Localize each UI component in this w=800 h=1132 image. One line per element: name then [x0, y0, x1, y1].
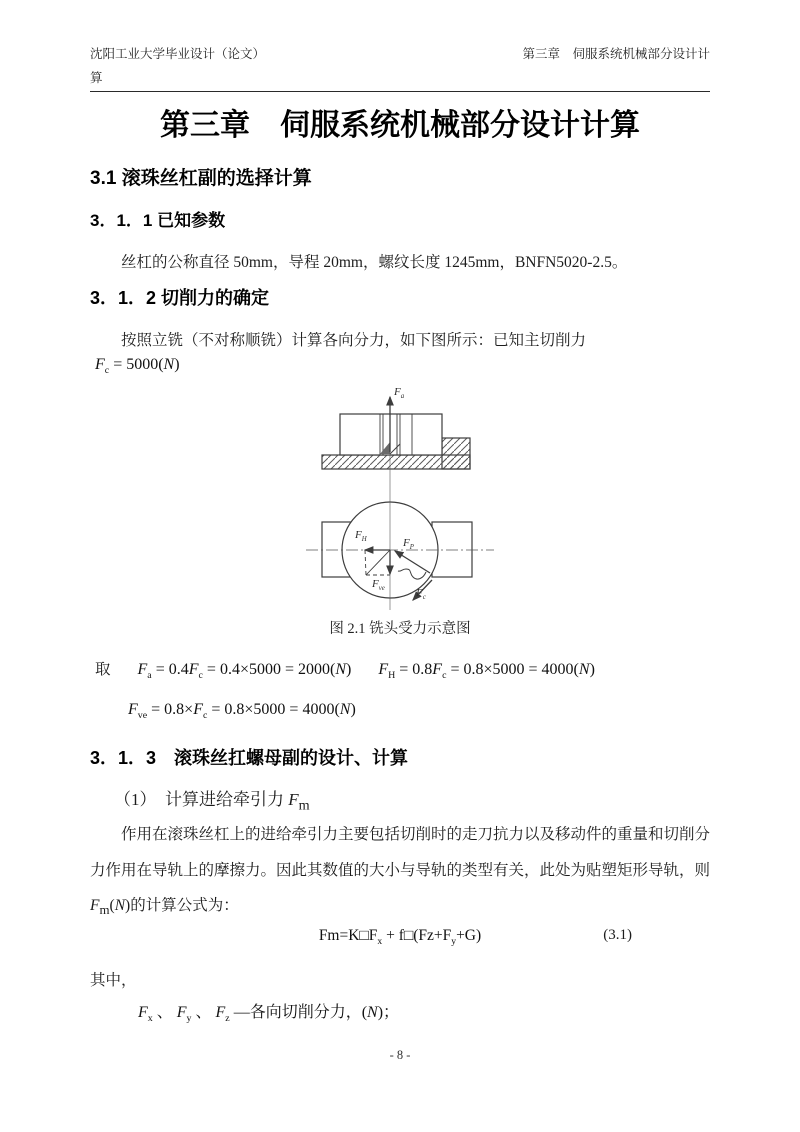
fc-label: $F_c$ [416, 587, 426, 602]
page-number: - 8 - [389, 1048, 411, 1062]
where-label: 其中， [90, 972, 137, 989]
formula-fh: $F_H = 0.8F_c = 0.8\times 5000 = 4000(N)$ [378, 661, 595, 682]
section-3-1-1-paragraph: 丝杠的公称直径 50mm，导程 20mm，螺纹长度 1245mm，BNFN5020-2.5。 [121, 254, 628, 271]
sub-heading-1: （1） 计算进给牵引力 $F_m$ [114, 790, 310, 814]
fp-label: $F_P$ [403, 537, 414, 552]
formula-fa: $F_a = 0.4F_c = 0.4\times 5000 = 2000(N)$ [137, 661, 352, 682]
where-line: $F_x$ 、 $F_y$ 、 $F_z$ —各向切削分力，(N)； [138, 1004, 400, 1025]
header-rule [90, 91, 710, 92]
fh-label: $F_H$ [355, 529, 367, 544]
section-3-1-2-paragraph: 按照立铣（不对称顺铣）计算各向分力，如下图所示：已知主切削力 [121, 332, 587, 349]
milling-force-drawing [300, 388, 500, 618]
fve-label: $F_{ve}$ [372, 578, 385, 593]
calc-lead: 取 [95, 661, 111, 678]
milling-force-figure [300, 388, 500, 618]
chapter-title: 第三章 伺服系统机械部分设计计算 [160, 109, 640, 142]
page-header [90, 44, 710, 62]
figure-caption: 图 2.1 铣头受力示意图 [329, 621, 471, 637]
section-3-1-2-heading: 3．1．2 切削力的确定 [90, 288, 270, 308]
section-3-1-3-heading: 3．1．3 滚珠丝扛螺母副的设计、计算 [90, 748, 409, 768]
section-3-1-1-heading: 3．1．1 已知参数 [90, 211, 226, 230]
section-3-1-heading: 3.1 滚珠丝杠副的选择计算 [90, 168, 312, 189]
fa-label: $F_a$ [394, 386, 405, 401]
formula-fc: $F_c = 5000(N)$ [95, 356, 180, 377]
calc-row [95, 657, 595, 681]
section-3-1-3-paragraph: 作用在滚珠丝杠上的进给牵引力主要包括切削时的走刀抗力以及移动件的重量和切削分力作用在导轨上的摩擦力。因此其数值的大小与导轨的类型有关，此处为贴塑矩形导轨，则$F_m(N)$的计算公式为： [90, 826, 711, 918]
header-right-text: 第三章 伺服系统机械部分设计计 [522, 47, 710, 61]
equation-3-1: $Fm=K□F_x$ + $f□(Fz+F_y+G)$ [318, 927, 482, 948]
header-left-text: 沈阳工业大学毕业设计（论文） [90, 47, 266, 61]
formula-fve: $F_{ve} = 0.8\times F_c = 0.8\times 5000 = 4000(N)$ [128, 701, 356, 722]
header-overflow-text: 算 [90, 71, 103, 85]
figure-side-view [322, 414, 470, 469]
equation-3-1-number: (3.1) [603, 927, 632, 943]
